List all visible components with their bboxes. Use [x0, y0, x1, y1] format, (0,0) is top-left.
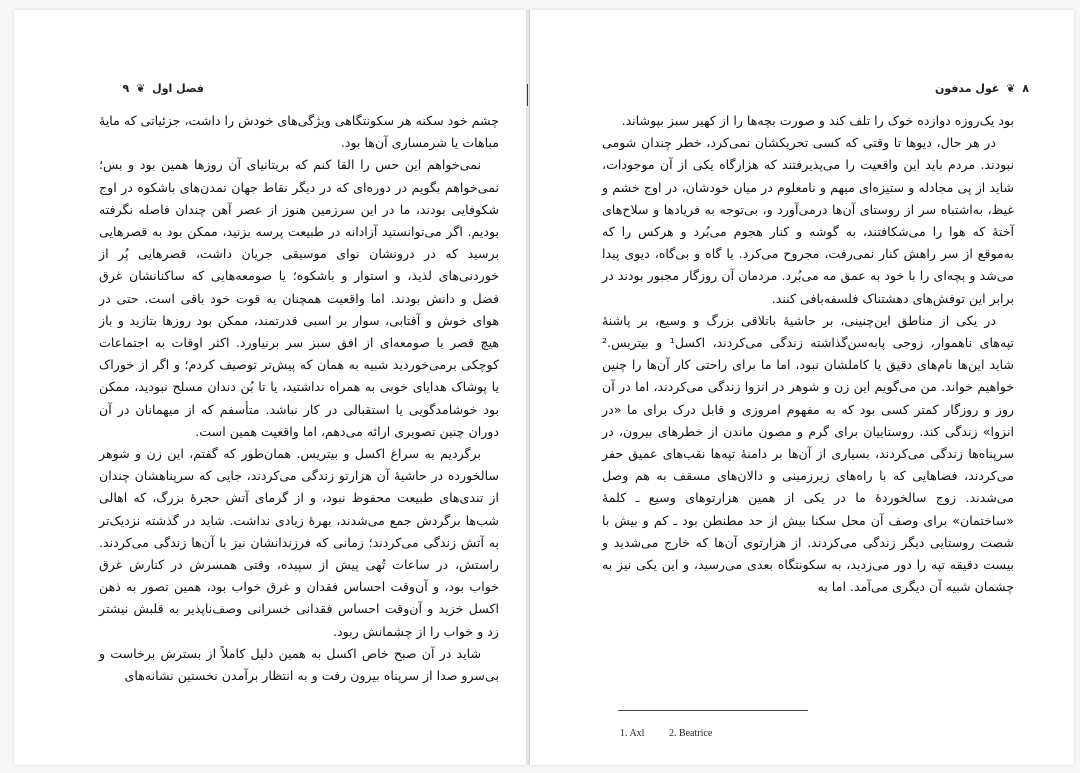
- footnote-rule: [618, 710, 808, 711]
- right-book-title: غول مدفون: [934, 82, 1000, 95]
- right-body-text: [602, 110, 1014, 598]
- ornament-icon: ❦: [1006, 82, 1016, 95]
- right-page: [530, 10, 1074, 765]
- paragraph: بود یک‌روزه دوازده خوک را تلف کند و صورت بچه‌ها را از کهیر سبز بپوشاند.: [621, 113, 1014, 128]
- footnote: 2. Beatrice: [668, 728, 713, 739]
- left-running-head: [94, 82, 204, 95]
- left-body-text: [99, 110, 499, 687]
- ornament-icon: ❦: [136, 82, 146, 95]
- left-chapter-title: فصل اول: [152, 82, 204, 95]
- right-page-number: ۸: [1022, 82, 1029, 95]
- paragraph: در هر حال، دیوها تا وقتی که کسی تحریکشان نمی‌کرد، خطر چندان شومی نبودند. مردم باید این واقعیت را می‌پذیرفتند که هزارگاه یکی از آن موجودات، شاید از پی مجادله و ستیزه‌ای مبهم و نامعلوم در میان خودشان، در اوج خشم و غیظ، به‌اشتباه سر از روستای آن‌ها درمی‌آورد و، بی‌توجه به فریادها و سلاح‌های آختهٔ که هوا را می‌شکافتند، به گوشه و کنار هجوم می‌بُرد و هرکس را که به‌موقع از سر راهش کنار نمی‌رفت، مجروح می‌کرد. یا گاه و بی‌گاه، دیوی پیدا می‌شد و بچه‌ای را با خود به عمق مه می‌بُرد. مردمان آن روزگار مجبور بودند در برابر این توفش‌های دهشتناک فلسفه‌بافی کنند.: [602, 135, 1014, 306]
- footnote: 1. Axl: [620, 728, 645, 739]
- paragraph: برگردیم به سراغ اکسل و بیتریس. همان‌طور که گفتم، این زن و شوهر سالخورده در حاشیهٔ آن هزارتو زندگی می‌کردند، جایی که سرپناهشان چندان از تندی‌های طبیعت محفوظ نبود، و از گرمای آتش حجرهٔ بزرگ، که اهالی شب‌ها برگردش جمع می‌شدند، بهرهٔ زیادی نداشت. شاید در گذشته نزدیک‌تر به آتش زندگی می‌کردند؛ زمانی که فرزندانشان نیز با آن‌ها زندگی می‌کردند. راستش، در ساعات تُهی پیش از سپیده، وقتی همسرش در کنارش غرق خواب بود، و آن‌وقت احساس فقدان و غرق خواب بود، همین تصور به ذهن اکسل خزید و آن‌وقت احساس فقدانی خسرانی وصف‌ناپذیر به قلبش نیشتر زد و خواب را از چشمانش ربود.: [99, 446, 499, 639]
- left-page: [14, 10, 526, 765]
- paragraph: در یکی از مناطق این‌چنینی، بر حاشیهٔ باتلاقی بزرگ و وسیع، بر پاشنهٔ تپه‌های ناهموار، زوجی پابه‌سن‌گذاشته زندگی می‌کردند، اکسل¹ و بیتریس.² شاید این‌ها نام‌های دقیق یا کاملشان نبود، اما ما برای راحتی کار آن‌ها را چنین خواهیم خواند. من می‌گویم این زن و شوهر در انزوا زندگی می‌کردند، اما در آن روز و روزگار کمتر کسی بود که به مفهوم امروزی و قابل درک برای ما «در انزوا» زندگی کند. روستاییان برای گرم و مصون ماندن از خطرهای بیرون، در سرپناه‌ها زندگی می‌کردند، بسیاری از آن‌ها بر دامنهٔ تپه‌ها نقب‌های عمیق حفر می‌کردند، فضاهایی که با راه‌های زیرزمینی و دالان‌های مسقف به هم وصل می‌شدند. زوج سالخوردهٔ ما در یکی از همین هزارتوهای وسیع ـ کلمهٔ «ساختمان» برای وصف آن محل سکنا بیش از حد مطنطن بود ـ کم و بیش با شصت روستایی دیگر زندگی می‌کردند. از هزارتوی آن‌ها که خارج می‌شدید و بیست دقیقه تپه را دور می‌زدید، به سکونتگاه بعدی می‌رسید، و این یکی نیز به چشمان شبیه آن دیگری می‌آمد. اما به: [602, 312, 1014, 595]
- left-page-number: ۹: [122, 82, 130, 95]
- footnotes: [620, 728, 734, 739]
- gutter-mark: [527, 84, 528, 106]
- right-running-head: [869, 82, 1029, 95]
- paragraph: نمی‌خواهم این حس را القا کنم که بریتانیای آن روزها همین بود و بس؛ نمی‌خواهم بگویم در دوره‌ای که در دیگر نقاط جهان تمدن‌های باشکوه در اوج شکوفایی بودند، ما در این سرزمین هنوز از عصر آهن چندان فاصله نگرفته بودیم. اگر می‌توانستید آزادانه در طبیعت پرسه بزنید، ممکن بود به قصرهایی برسید که در درونشان نوای موسیقی جریان داشت، قصرهایی پُر از خوردنی‌های لذیذ، و استوار و باشکوه؛ یا صومعه‌هایی که ساکنانشان غرق فضل و دانش بودند. اما واقعیت همچنان به قوت خود باقی است. حتی در هوای خوش و آفتابی، سوار بر اسبی قدرتمند، ممکن بود روزها بتازید و باز هیچ قصر یا صومعه‌ای از افق سبز سر برنیاورد. اکثر اوقات به اجتماعات کوچکی برمی‌خوردید شبیه به همان که پیش‌تر توصیف کردم؛ و اگر از خوراک یا پوشاک هدایای خوبی به همراه نداشتید، یا تا بُن دندان مسلح نبودید، ممکن بود خوشامدگویی یا استقبالی در کار نباشد. متأسفم که از میهمانان در آن دوران چنین تصویری ارائه می‌دهم، اما واقعیت همین است.: [99, 157, 499, 439]
- paragraph: شاید در آن صبح خاص اکسل به همین دلیل کاملاً از بسترش برخاست و بی‌سرو صدا از سرپناه بیرون رفت و به انتظار برآمدن نخستین نشانه‌های: [99, 645, 499, 684]
- paragraph: چشم خود سکنه هر سکونتگاهی ویژگی‌های خودش را داشت، جزئیاتی که مایهٔ مباهات یا شرمساری آن‌ها بود.: [98, 113, 499, 151]
